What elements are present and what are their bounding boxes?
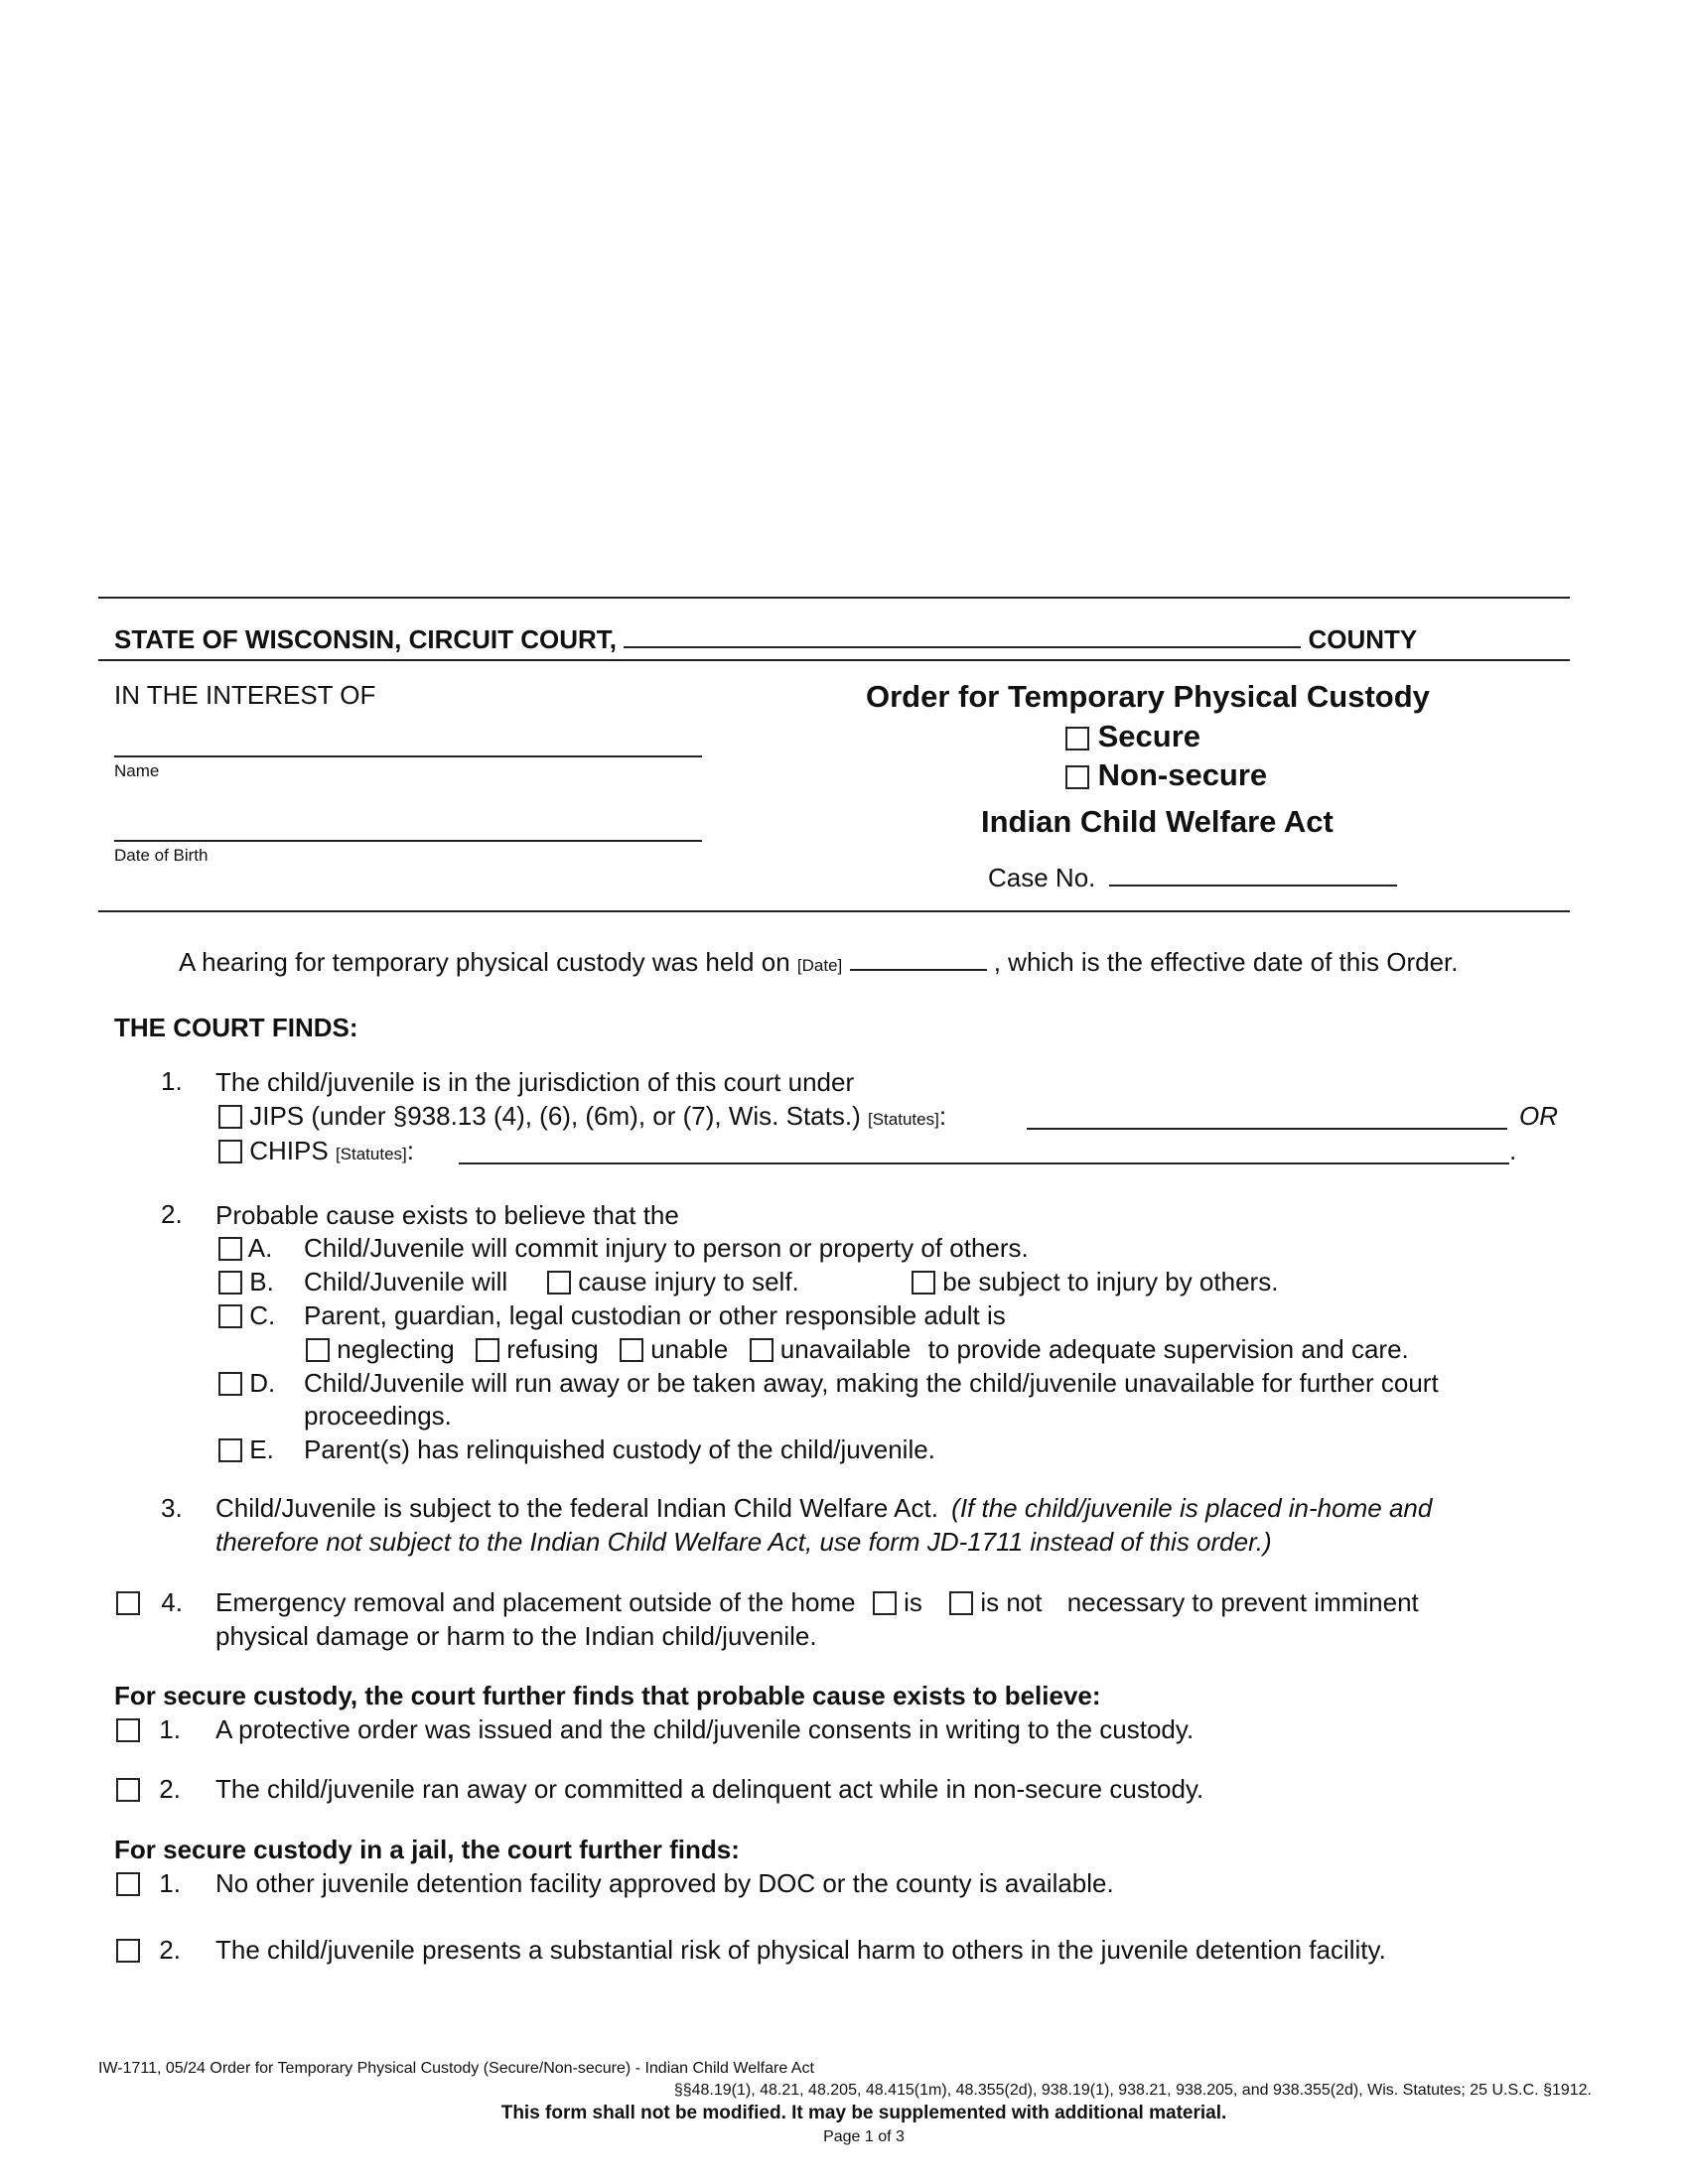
item2a-checkbox[interactable] xyxy=(218,1237,242,1261)
refusing-checkbox[interactable] xyxy=(476,1338,499,1362)
item2a-row xyxy=(218,1232,272,1264)
secure-item2-number: 2. xyxy=(159,1774,181,1804)
item4-line1 xyxy=(215,1586,1419,1618)
item2b-option-others xyxy=(912,1266,1278,1297)
secure-item1-number: 1. xyxy=(159,1714,181,1744)
hearing-date-field[interactable] xyxy=(850,947,987,971)
item2b-letter: B. xyxy=(249,1267,274,1297)
item2a-text: Child/Juvenile will commit injury to person or property of others. xyxy=(304,1233,1029,1263)
item2a-letter: A. xyxy=(247,1233,273,1263)
item4-tail: necessary to prevent imminent xyxy=(1066,1587,1419,1617)
court-finds-heading: THE COURT FINDS: xyxy=(114,1013,358,1042)
form-title: Order for Temporary Physical Custody xyxy=(866,679,1430,714)
chips-label: CHIPS xyxy=(249,1136,329,1165)
chips-statutes-field[interactable] xyxy=(459,1162,1509,1164)
item2e-row xyxy=(218,1433,274,1465)
secure-item2-checkbox[interactable] xyxy=(116,1778,140,1802)
jail-item2-checkbox[interactable] xyxy=(116,1939,140,1963)
form-subtitle: Indian Child Welfare Act xyxy=(981,804,1334,839)
secure-option xyxy=(1065,718,1200,755)
item4-checkbox[interactable] xyxy=(116,1591,140,1615)
item2d-text-line1: Child/Juvenile will run away or be taken away, making the child/juvenile unavailable for further court xyxy=(304,1368,1439,1398)
jips-statutes-tag: [Statutes] xyxy=(867,1110,939,1129)
non-secure-option xyxy=(1065,756,1267,794)
jail-item1-number: 1. xyxy=(159,1868,181,1898)
jail-custody-heading: For secure custody in a jail, the court further finds: xyxy=(114,1835,740,1864)
item2e-checkbox[interactable] xyxy=(218,1438,242,1462)
secure-item2-text: The child/juvenile ran away or committed a delinquent act while in non-secure custody. xyxy=(215,1774,1204,1804)
header-mid-rule xyxy=(98,659,1570,661)
item2b-row xyxy=(218,1266,274,1297)
footer-statutes: §§48.19(1), 48.21, 48.205, 48.415(1m), 48.355(2d), 938.19(1), 938.21, 938.205, and 938.355(2d), Wis. Statutes; 25 U.S.C. §1912. xyxy=(673,2082,1592,2099)
case-number-field[interactable] xyxy=(1109,863,1397,887)
item1-number: 1. xyxy=(161,1066,183,1096)
secure-checkbox[interactable] xyxy=(1065,727,1089,751)
non-secure-label: Non-secure xyxy=(1097,757,1268,792)
item2d-checkbox[interactable] xyxy=(218,1372,242,1396)
jail-item2-row xyxy=(116,1934,181,1966)
unavailable-checkbox[interactable] xyxy=(750,1338,774,1362)
item2c-tail: to provide adequate supervision and care. xyxy=(927,1334,1409,1364)
item2c-options xyxy=(306,1333,1409,1365)
item2c-text: Parent, guardian, legal custodian or other responsible adult is xyxy=(304,1300,1006,1330)
item2-text: Probable cause exists to believe that the xyxy=(215,1200,679,1230)
hearing-line xyxy=(179,946,1459,982)
item4-is-not-checkbox[interactable] xyxy=(949,1591,973,1615)
item3-italic-line1: (If the child/juvenile is placed in-home and xyxy=(951,1493,1433,1523)
item2b-text: Child/Juvenile will xyxy=(304,1267,508,1297)
item1-text: The child/juvenile is in the jurisdiction of this court under xyxy=(215,1067,855,1097)
item2e-letter: E. xyxy=(249,1434,274,1464)
item4-is-checkbox[interactable] xyxy=(873,1591,897,1615)
jips-statutes-field[interactable] xyxy=(1027,1128,1507,1130)
jail-item1-checkbox[interactable] xyxy=(116,1872,140,1896)
chips-statutes-tag: [Statutes] xyxy=(335,1145,407,1163)
unavailable-label: unavailable xyxy=(779,1334,912,1364)
neglecting-label: neglecting xyxy=(337,1334,455,1364)
jail-item2-number: 2. xyxy=(159,1935,181,1965)
item2c-row xyxy=(218,1299,275,1331)
date-of-birth-label: Date of Birth xyxy=(114,846,209,865)
injury-by-others-label: be subject to injury by others. xyxy=(942,1267,1279,1297)
item4-row xyxy=(116,1586,183,1618)
item2c-letter: C. xyxy=(249,1300,276,1330)
item3-number: 3. xyxy=(161,1493,183,1523)
item4-is-not-label: is not xyxy=(980,1587,1043,1617)
jail-item1-text: No other juvenile detention facility approved by DOC or the county is available. xyxy=(215,1868,1114,1898)
secure-item2-row xyxy=(116,1773,181,1805)
cause-injury-self-label: cause injury to self. xyxy=(578,1267,799,1297)
refusing-label: refusing xyxy=(506,1334,599,1364)
secure-custody-heading: For secure custody, the court further finds that probable cause exists to believe: xyxy=(114,1681,1101,1710)
court-line xyxy=(114,622,1417,655)
secure-label: Secure xyxy=(1097,719,1201,753)
name-label: Name xyxy=(114,761,160,780)
item2d-text-line2: proceedings. xyxy=(304,1401,452,1431)
item2d-letter: D. xyxy=(249,1368,276,1398)
county-name-field[interactable] xyxy=(624,622,1301,648)
item4-is-label: is xyxy=(904,1587,922,1617)
header-top-rule xyxy=(98,597,1570,599)
cause-injury-self-checkbox[interactable] xyxy=(547,1271,571,1295)
case-number-label: Case No. xyxy=(988,863,1096,892)
jail-item1-row xyxy=(116,1867,181,1899)
item3-line1 xyxy=(215,1492,1432,1524)
jips-label: JIPS (under §938.13 (4), (6), (6m), or (7), Wis. Stats.) xyxy=(249,1101,861,1131)
date-tag: [Date] xyxy=(796,956,843,975)
jips-checkbox[interactable] xyxy=(218,1105,242,1129)
chips-checkbox[interactable] xyxy=(218,1140,242,1163)
county-label: COUNTY xyxy=(1308,624,1418,654)
non-secure-checkbox[interactable] xyxy=(1065,765,1089,789)
secure-item1-row xyxy=(116,1713,181,1745)
unable-checkbox[interactable] xyxy=(620,1338,643,1362)
item2b-checkbox[interactable] xyxy=(218,1271,242,1295)
secure-item1-text: A protective order was issued and the child/juvenile consents in writing to the custody. xyxy=(215,1714,1195,1744)
footer-notice: This form shall not be modified. It may be supplemented with additional material. xyxy=(500,2103,1227,2123)
jips-row: JIPS (under §938.13 (4), (6), (6m), or (7), Wis. Stats.) [Statutes]: xyxy=(218,1100,946,1136)
item2-number: 2. xyxy=(161,1199,183,1229)
unable-label: unable xyxy=(650,1334,729,1364)
item2c-checkbox[interactable] xyxy=(218,1304,242,1328)
item4-text: Emergency removal and placement outside of the home xyxy=(215,1587,856,1617)
item4-line2: physical damage or harm to the Indian child/juvenile. xyxy=(215,1621,817,1651)
footer-form-id: IW-1711, 05/24 Order for Temporary Physical Custody (Secure/Non-secure) - Indian Child Welfare Act xyxy=(98,2060,814,2077)
hearing-text: A hearing for temporary physical custody was held on xyxy=(179,947,790,977)
case-number-row xyxy=(988,862,1397,893)
or-label: OR xyxy=(1519,1101,1558,1131)
chips-row: CHIPS [Statutes]: xyxy=(218,1135,414,1170)
header-bottom-rule xyxy=(98,910,1570,912)
neglecting-checkbox[interactable] xyxy=(306,1338,330,1362)
hearing-tail: , which is the effective date of this Order. xyxy=(993,947,1459,977)
court-label: STATE OF WISCONSIN, CIRCUIT COURT, xyxy=(114,624,618,654)
item3-text: Child/Juvenile is subject to the federal Indian Child Welfare Act. xyxy=(215,1493,938,1523)
item4-number: 4. xyxy=(161,1587,183,1617)
injury-by-others-checkbox[interactable] xyxy=(912,1271,935,1295)
name-field[interactable] xyxy=(114,755,702,757)
item3-italic-line2: therefore not subject to the Indian Child Welfare Act, use form JD-1711 instead of this order.) xyxy=(215,1527,1272,1557)
secure-item1-checkbox[interactable] xyxy=(116,1718,140,1742)
chips-period: . xyxy=(1509,1136,1517,1165)
item2e-text: Parent(s) has relinquished custody of the child/juvenile. xyxy=(304,1434,935,1464)
footer-page-number: Page 1 of 3 xyxy=(823,2128,905,2145)
date-of-birth-field[interactable] xyxy=(114,840,702,842)
interest-of-label: IN THE INTEREST OF xyxy=(114,680,376,710)
item2b-option-self xyxy=(547,1266,799,1297)
item2d-row xyxy=(218,1367,275,1399)
jail-item2-text: The child/juvenile presents a substantial risk of physical harm to others in the juvenile detention facility. xyxy=(215,1935,1386,1965)
